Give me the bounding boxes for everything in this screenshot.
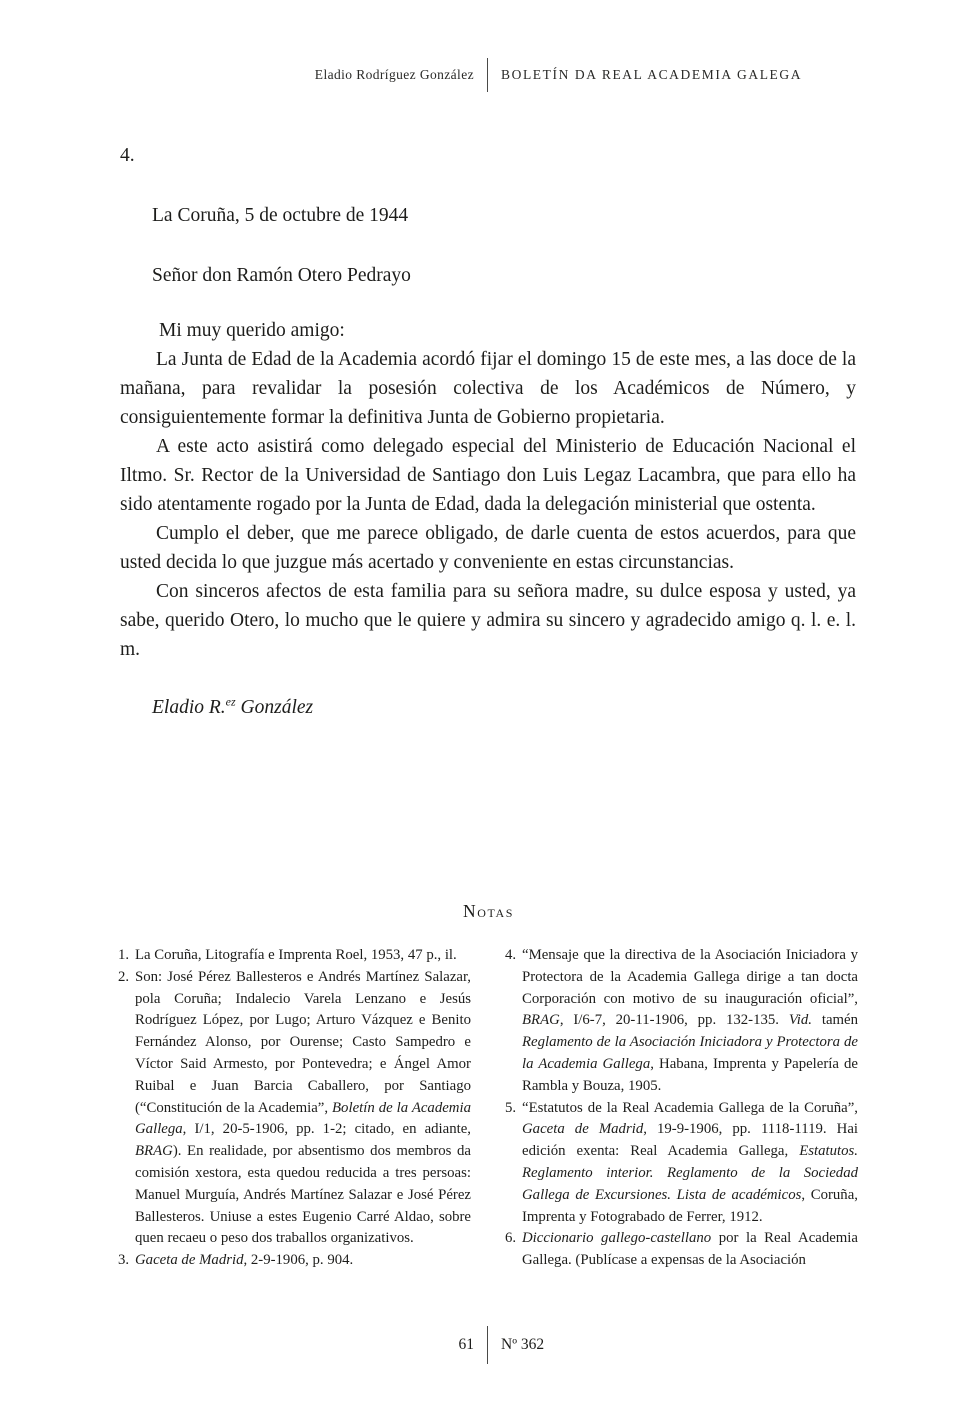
signature-name-pre: Eladio R. [152, 697, 226, 718]
notes-section [118, 901, 859, 1272]
note-number: 3. [118, 1252, 130, 1269]
letter-body [120, 345, 856, 664]
notes-title: Notas [462, 901, 514, 921]
note-number: 1. [118, 947, 130, 963]
letter-paragraph: Con sinceros afectos de esta familia para su señora madre, su dulce esposa y usted, ya sabe, querido Otero, lo mucho que le quiere y admira su sincero y agradecido amigo q. l. e. l. m. [120, 581, 856, 660]
letter-recipient: Señor don Ramón Otero Pedrayo [152, 265, 411, 286]
note-text: “Mensaje que la directiva de la Asociación Iniciadora y Protectora de la Academia Gallega dirige a tan docta Corporación con motivo de su inauguración oficial”, BRAG, I/6-7, 20-11-1906, pp. 132-135. Vid. tamén Reglamento de la Asociación Iniciadora y Protectora de la Academia Gallega, Habana, Imprenta y Papelería de Rambla y Bouza, 1905. [522, 947, 858, 1094]
note-item [118, 967, 471, 1250]
letter-section [120, 141, 856, 722]
page-number: 61 [458, 1336, 474, 1353]
notes-column-left [118, 945, 471, 1272]
note-text: Son: José Pérez Ballesteros e Andrés Martínez Salazar, pola Coruña; Indalecio Varela Lenzano e Jesús Rodríguez López, por Lugo; Arturo Vázquez e Benito Fernández Alonso, por Ourense; Casto Sampedro e Víctor Said Armesto, por Pontevedra; e Ángel Amor Ruibal e Juan Barcia Caballero, por Santiago (“Constitución de la Academia”, Boletín de la Academia Gallega, I/1, 20-5-1906, pp. 1-2; citado, en adiante, BRAG). En realidade, por absentismo dos membros da comisión xestora, esta quedou reducida a tres persoas: Manuel Murguía, Andrés Martínez Salazar e José Pérez Ballesteros. Uniuse a estes Eugenio Carré Aldao, sobre quen recaeu o peso dos traballos organizativos. [135, 968, 471, 1247]
issue-number: Nº 362 [501, 1336, 545, 1353]
signature-superscript: ez [225, 694, 236, 709]
note-number: 6. [505, 1230, 517, 1247]
notes-columns [118, 945, 859, 1272]
note-text: La Coruña, Litografía e Imprenta Roel, 1953, 47 p., il. [135, 947, 457, 963]
note-item [505, 1098, 858, 1229]
note-number: 2. [118, 968, 130, 985]
letter-salutation: Mi muy querido amigo: [159, 320, 345, 341]
note-item [505, 945, 858, 1098]
header-journal-title: BOLETÍN DA REAL ACADEMIA GALEGA [501, 67, 803, 82]
header-divider [487, 58, 488, 92]
letter-paragraph: La Junta de Edad de la Academia acordó fijar el domingo 15 de este mes, a las doce de la mañana, para revalidar la posesión colectiva de los Académicos de Número, y consiguientemente formar la definitiva Junta de Gobierno propietaria. [120, 349, 856, 428]
letter-paragraph: A este acto asistirá como delegado especial del Ministerio de Educación Nacional el Iltmo. Sr. Rector de la Universidad de Santiago don Luis Legaz Lacambra, que para ello ha sido atentamente rogado por la Junta de Edad, dada la delegación ministerial que ostenta. [120, 436, 856, 515]
running-header [0, 58, 975, 92]
letter-signature [152, 693, 856, 722]
letter-paragraph: Cumplo el deber, que me parece obligado, de darle cuenta de estos acuerdos, para que usted decida lo que juzgue más acertado y conveniente en estas circunstancias. [120, 523, 856, 573]
note-number: 4. [505, 947, 517, 963]
note-text: Diccionario gallego-castellano por la Real Academia Gallega. (Publícase a expensas de la Asociación [522, 1230, 858, 1269]
note-item [118, 945, 471, 967]
notes-column-right [505, 945, 858, 1272]
footer-divider [487, 1326, 488, 1364]
note-item [505, 1228, 858, 1272]
note-text: “Estatutos de la Real Academia Gallega de la Coruña”, Gaceta de Madrid, 19-9-1906, pp. 1118-1119. Hai edición exenta: Real Academia Gallega, Estatutos. Reglamento interior. Reglamento de la Sociedad Gallega de Excursiones. Lista de académicos, Coruña, Imprenta y Fotograbado de Ferrer, 1912. [522, 1099, 858, 1225]
note-item [118, 1250, 471, 1272]
note-text: Gaceta de Madrid, 2-9-1906, p. 904. [135, 1252, 354, 1269]
letter-dateline: La Coruña, 5 de octubre de 1944 [152, 205, 409, 226]
section-number: 4. [120, 145, 135, 166]
signature-name-post: González [235, 697, 314, 718]
note-number: 5. [505, 1099, 517, 1116]
header-author: Eladio Rodríguez González [314, 67, 474, 82]
page-footer [0, 1326, 975, 1364]
